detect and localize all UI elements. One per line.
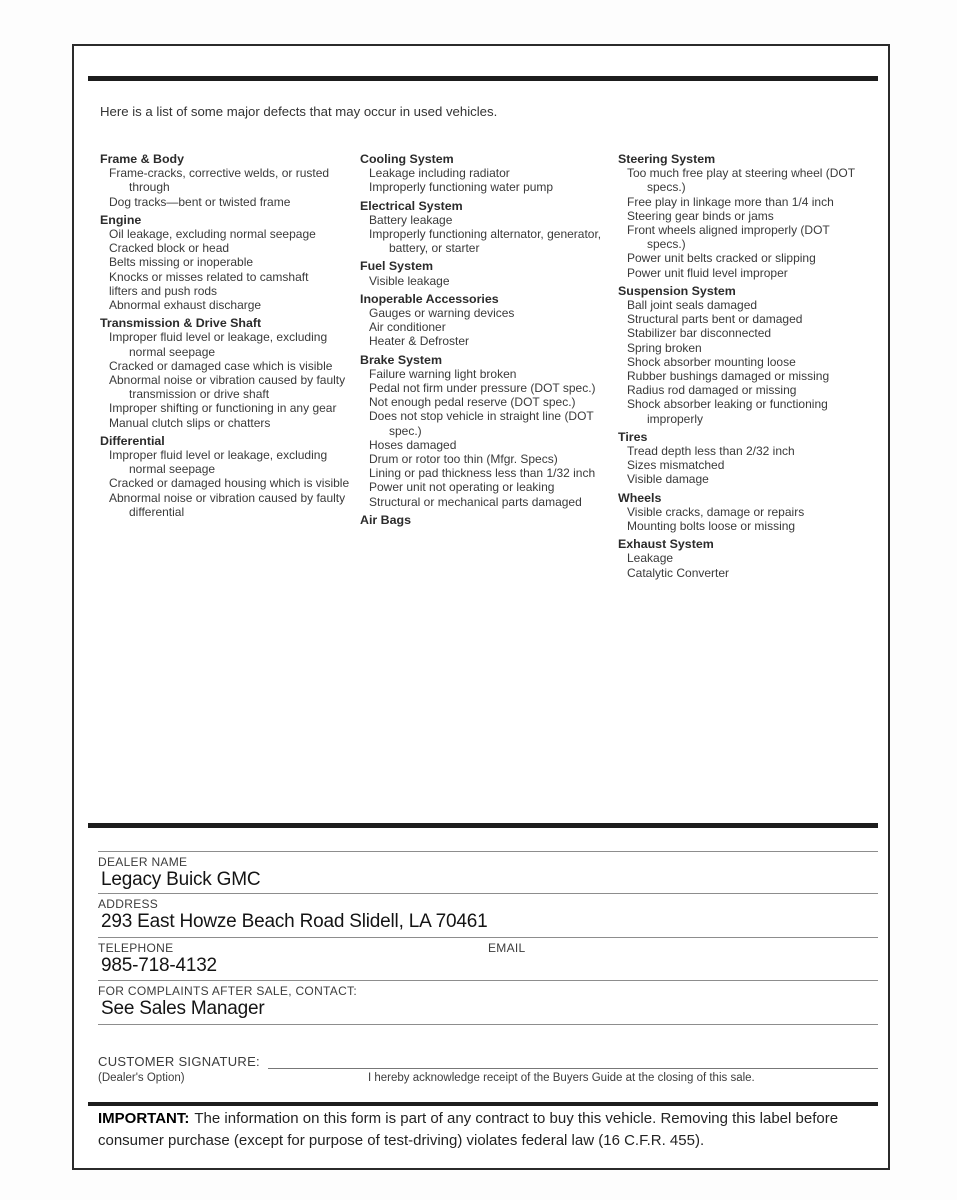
defect-item: Drum or rotor too thin (Mfgr. Specs) [369,452,558,467]
defect-category-heading: Differential [100,433,165,448]
defect-item: Heater & Defroster [369,334,470,349]
defect-item: Improper shifting or functioning in any gear [109,401,337,416]
defect-category-heading: Frame & Body [100,152,184,166]
defect-item: Hoses damaged [369,437,457,452]
defect-item: Air conditioner [369,320,446,335]
defect-category-heading: Air Bags [360,512,411,527]
defect-item: Leakage [627,551,674,566]
defect-item: Structural parts bent or damaged [627,312,803,327]
defect-item: Leakage including radiator [369,166,510,181]
field-value: Legacy Buick GMC [101,869,261,890]
defect-item: Manual clutch slips or chatters [109,415,271,430]
defect-item: Power unit fluid level improper [627,265,788,280]
defect-item: Too much free play at steering wheel (DOT specs.) [627,166,855,195]
defect-item: Battery leakage [369,212,453,227]
defect-category-heading: Tires [618,429,648,444]
defect-item: Gauges or warning devices [369,306,515,321]
defect-category-heading: Inoperable Accessories [360,291,499,306]
dealer-section-divider-rule [88,823,878,828]
top-divider-rule [88,76,878,81]
defect-item: Ball joint seals damaged [627,298,758,313]
defect-item: Catalytic Converter [627,565,730,580]
defect-item: Visible damage [627,472,709,487]
field-label-email: EMAIL [488,941,526,955]
important-label: IMPORTANT: [98,1110,190,1127]
defect-category-heading: Transmission & Drive Shaft [100,316,262,331]
field-value: See Sales Manager [101,998,265,1019]
field-label: ADDRESS [98,897,159,911]
defect-item: Mounting bolts loose or missing [627,519,796,534]
defect-item: Power unit belts cracked or slipping [627,251,816,266]
defect-category-heading: Steering System [618,152,716,166]
customer-signature-row [98,1053,878,1069]
intro-text: Here is a list of some major defects that may occur in used vehicles. [100,104,498,119]
acknowledgment-text: I hereby acknowledge receipt of the Buyers Guide at the closing of this sale. [368,1072,755,1084]
defect-item: Visible leakage [369,273,450,288]
defect-item: Abnormal noise or vibration caused by faulty differential [109,490,346,519]
defect-item: Front wheels aligned improperly (DOT specs.) [627,223,830,252]
defect-category-heading: Fuel System [360,259,433,274]
customer-signature-label: CUSTOMER SIGNATURE: [98,1054,260,1069]
defect-item: Spring broken [627,340,702,355]
field-value: 985-718-4132 [101,955,217,976]
field-label: TELEPHONE [98,941,174,955]
defect-item: Lining or pad thickness less than 1/32 inch [369,466,596,481]
defect-item: Improper fluid level or leakage, excluding normal seepage [109,330,328,359]
defect-category-heading: Exhaust System [618,537,714,552]
defect-item: Does not stop vehicle in straight line (DOT spec.) [369,409,594,438]
defect-item: Abnormal exhaust discharge [109,298,262,313]
field-row-address [98,893,878,937]
defect-item: Frame-cracks, corrective welds, or rusted through [109,166,330,195]
defect-item: Visible cracks, damage or repairs [627,504,805,519]
defect-category-heading: Cooling System [360,152,454,166]
important-notice [98,1108,882,1151]
defect-item: Shock absorber mounting loose [627,354,796,369]
defect-item: Free play in linkage more than 1/4 inch [627,194,834,209]
defect-item: Not enough pedal reserve (DOT spec.) [369,395,576,410]
defect-item: Pedal not firm under pressure (DOT spec.) [369,381,596,396]
signature-line [268,1053,878,1069]
defect-item: Stabilizer bar disconnected [627,326,772,341]
defect-item: Cracked or damaged housing which is visible [109,476,350,491]
defect-item: Improperly functioning water pump [369,180,554,195]
defect-item: Tread depth less than 2/32 inch [627,444,795,459]
field-row-telephone [98,937,878,980]
defect-category-heading: Brake System [360,352,442,367]
defect-item: Belts missing or inoperable [109,255,254,270]
defect-category-heading: Wheels [618,490,662,505]
field-row-dealer-name [98,851,878,893]
field-label: DEALER NAME [98,855,188,869]
defect-item: Improper fluid level or leakage, excluding normal seepage [109,448,328,477]
defects-column-2 [360,152,612,527]
defect-item: Cracked block or head [109,241,230,256]
footer-divider-rule [88,1102,878,1106]
defect-item: Steering gear binds or jams [627,208,774,223]
defect-item: Structural or mechanical parts damaged [369,494,582,509]
defect-item: Power unit not operating or leaking [369,480,555,495]
defect-item: Shock absorber leaking or functioning improperly [627,397,828,426]
defect-item: Dog tracks—bent or twisted frame [109,194,291,209]
signature-sub-row [98,1072,878,1084]
field-value: 293 East Howze Beach Road Slidell, LA 70461 [101,911,488,932]
defect-item: Rubber bushings damaged or missing [627,369,830,384]
dealers-option-note: (Dealer's Option) [98,1072,185,1084]
field-label: FOR COMPLAINTS AFTER SALE, CONTACT: [98,984,357,998]
defects-column-1 [100,152,352,519]
defect-item: Failure warning light broken [369,366,517,381]
dealer-info-form [98,851,878,1025]
defect-item: Abnormal noise or vibration caused by faulty transmission or drive shaft [109,373,346,402]
defect-item: Cracked or damaged case which is visible [109,358,333,373]
form-border-box [72,44,890,1170]
defect-item: Sizes mismatched [627,458,725,473]
defect-category-heading: Electrical System [360,198,463,213]
defect-item: Oil leakage, excluding normal seepage [109,227,316,242]
field-row-for-complaints-after-sale-contact [98,980,878,1025]
important-text: The information on this form is part of any contract to buy this vehicle. Removing this label before consumer purchase (except for purpose of test-driving) violates federal law (16 C.F.R. 455). [98,1110,839,1149]
defect-item: Radius rod damaged or missing [627,383,797,398]
defect-category-heading: Engine [100,212,142,227]
defects-column-3 [618,152,870,580]
defect-category-heading: Suspension System [618,283,736,298]
defect-item: Knocks or misses related to camshaft [109,269,309,284]
defect-item: lifters and push rods [109,283,218,298]
defect-item: Improperly functioning alternator, generator, battery, or starter [369,227,602,256]
